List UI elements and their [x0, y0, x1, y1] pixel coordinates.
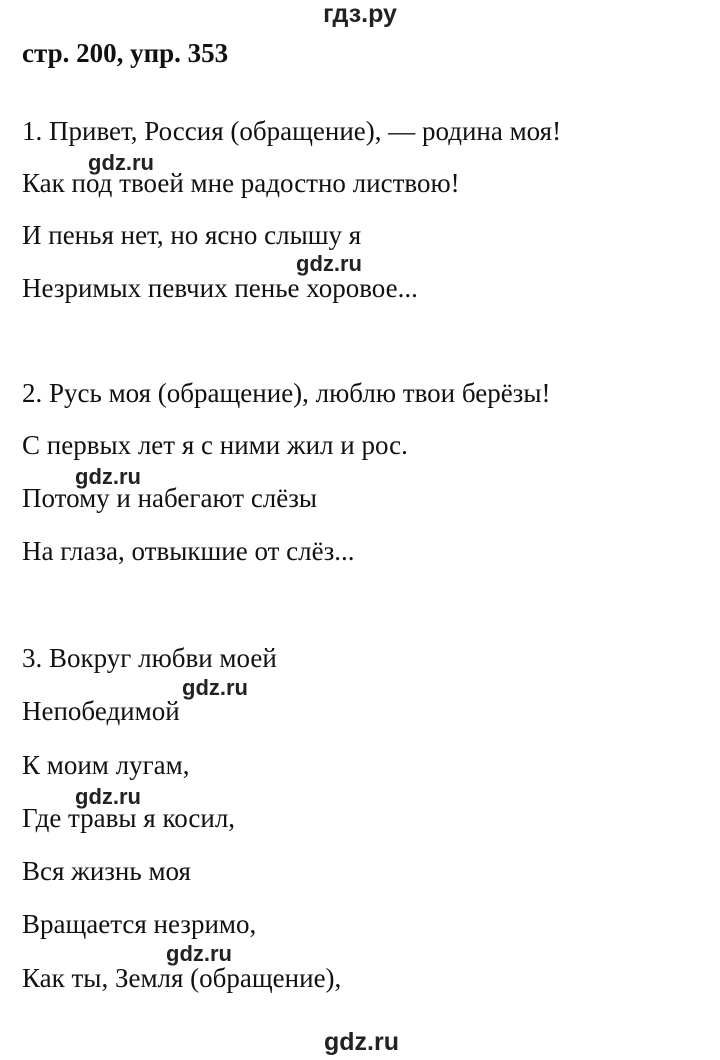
text-line-4: Незримых певчих пенье хоровое... — [22, 273, 418, 303]
text-line-1: 1. Привет, Россия (обращение), — родина моя! — [22, 116, 562, 146]
text-line-10: Непобедимой — [22, 696, 180, 726]
watermark-inline-2: gdz.ru — [296, 251, 362, 276]
watermark-inline-5: gdz.ru — [75, 784, 141, 809]
watermark-inline-3: gdz.ru — [75, 464, 141, 489]
watermark-inline-4: gdz.ru — [182, 675, 248, 700]
text-line-8: На глаза, отвыкшие от слёз... — [22, 536, 355, 566]
text-line-11: К моим лугам, — [22, 750, 190, 780]
text-line-14: Вращается незримо, — [22, 909, 257, 939]
text-line-6: С первых лет я с ними жил и рос. — [22, 430, 408, 460]
page-heading: стр. 200, упр. 353 — [22, 38, 229, 68]
text-line-15: Как ты, Земля (обращение), — [22, 963, 342, 993]
watermark-inline-1: gdz.ru — [88, 150, 154, 175]
text-line-7: Потому и набегают слёзы — [22, 483, 318, 513]
watermark-bottom: gdz.ru — [324, 1028, 399, 1056]
text-line-13: Вся жизнь моя — [22, 856, 191, 886]
watermark-top: гдз.ру — [323, 0, 397, 28]
text-line-5: 2. Русь моя (обращение), люблю твои берёзы! — [22, 378, 551, 408]
watermark-inline-6: gdz.ru — [166, 941, 232, 966]
text-line-12: Где травы я косил, — [22, 803, 236, 833]
text-line-2: Как под твоей мне радостно листвою! — [22, 168, 460, 198]
text-line-9: 3. Вокруг любви моей — [22, 643, 277, 673]
text-line-3: И пенья нет, но ясно слышу я — [22, 220, 362, 250]
